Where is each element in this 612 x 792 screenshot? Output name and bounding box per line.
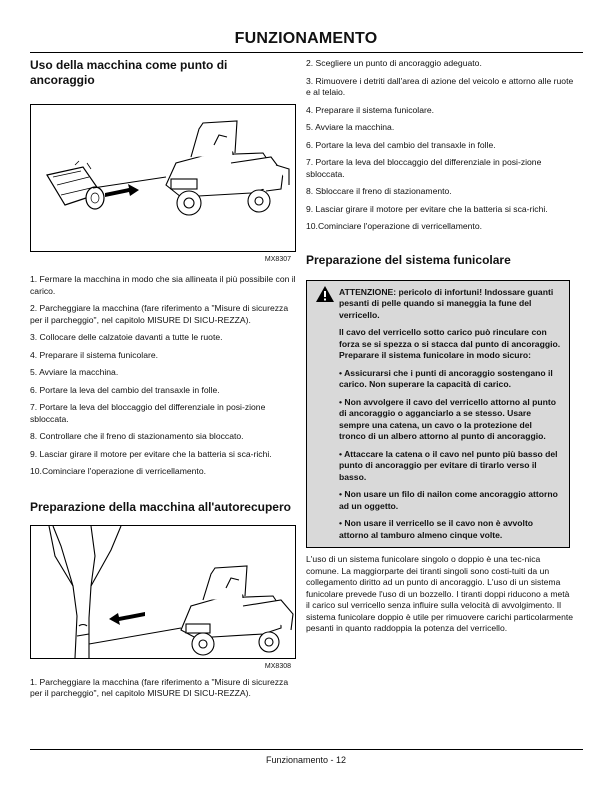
list-item: 6. Portare la leva del cambio del transaxle in folle.	[30, 384, 220, 395]
list-item: 2. Scegliere un punto di ancoraggio adeguato.	[306, 58, 482, 68]
self-recovery-illustration	[31, 526, 295, 658]
list-item: 3. Collocare delle calzatoie davanti a tutte le ruote.	[30, 332, 223, 342]
warning-bullet: • Assicurarsi che i punti di ancoraggio sostengano il carico. Non superare la capacità di carico.	[339, 367, 553, 389]
list-item: 1. Fermare la macchina in modo che sia allineata il più possibile con il carico.	[30, 274, 296, 296]
machine-anchor-illustration	[31, 105, 295, 251]
warning-triangle-icon	[315, 285, 335, 303]
warning-title-text: ATTENZIONE: pericolo di infortuni! Indossare guanti pesanti di pelle quando si maneggia la fune del verricello.	[339, 286, 554, 320]
list-item: 7. Portare la leva del bloccaggio del differenziale in posi-zione sbloccata.	[30, 402, 266, 424]
warning-paragraph: Il cavo del verricello sotto carico può rinculare con forza se si spezza o si stacca dal punto di ancoraggio. Preparare il sistema funicolare in modo sicuro:	[339, 327, 561, 360]
list-item: 5. Avviare la macchina.	[30, 367, 119, 377]
list-item: 7. Portare la leva del bloccaggio del differenziale in posi-zione sbloccata.	[306, 157, 542, 179]
warning-box	[306, 280, 570, 549]
list-item: 10.Cominciare l'operazione di verricellamento.	[306, 221, 482, 231]
left-column	[30, 58, 296, 706]
list-item: 10.Cominciare l'operazione di verricellamento.	[30, 466, 206, 476]
page-number: Funzionamento - 12	[265, 755, 347, 765]
body-paragraph: L'uso di un sistema funicolare singolo o doppio è una tec-nica comune. La maggiorparte dei tiranti singoli sono costi-tuiti da un collegamento diritto ad un punto di ancoraggio. L'uso di un sistema funicolare prevede l'uso di un bozzello. I tiranti doppi riducono a metà il carico sul verricello senza influire sulla velocità di avvolgimento. Il sistema funicolare doppio è utile per rimuovere carichi particolarmente pesanti in quanto raddoppia la potenza del verricello.	[306, 554, 574, 633]
warning-bullet: • Attaccare la catena o il cavo nel punto più basso del punto di ancoraggio per evitare di tirarlo verso il basso.	[339, 448, 558, 482]
list-item: 6. Portare la leva del cambio del transaxle in folle.	[306, 139, 496, 150]
steps-list-1	[30, 274, 296, 478]
section-title-self-recovery: Preparazione della macchina all'autorecupero	[30, 499, 291, 514]
list-item: 8. Sbloccare il freno di stazionamento.	[306, 186, 452, 196]
warning-bullet: • Non usare un filo di nailon come ancoraggio attorno ad un oggetto.	[339, 489, 558, 511]
steps-list-3	[306, 58, 574, 233]
page-title: FUNZIONAMENTO	[234, 30, 378, 47]
list-item: 3. Rimuovere i detriti dall'area di azione del veicolo e attorno alle ruote e al telaio.	[306, 75, 574, 97]
section-title-anchor-point: Uso della macchina come punto di ancoraggio	[30, 58, 228, 87]
warning-bullet: • Non avvolgere il cavo del verricello attorno al punto di ancoraggio o agganciarlo a se stesso. Usare sempre una catena, un cavo o la protezione del tronco di un albero attorno al punto di ancoraggio.	[339, 396, 556, 441]
list-item: 9. Lasciar girare il motore per evitare che la batteria si sca-richi.	[30, 448, 272, 459]
footer-rule	[30, 749, 583, 750]
warning-heading	[315, 287, 561, 322]
figure-anchor-point	[30, 104, 296, 263]
list-item: 2. Parcheggiare la macchina (fare riferimento a "Misure di sicurezza per il parcheggio", nel capitolo MISURE DI SICU-REZZA).	[30, 303, 289, 325]
steps-list-2	[30, 677, 296, 700]
figure-id: MX8307	[264, 256, 291, 263]
vehicle-drawing	[166, 121, 289, 215]
warning-bullet: • Non usare il verricello se il cavo non è avvolto attorno al tamburo almeno cinque volte.	[339, 518, 534, 540]
list-item: 4. Preparare il sistema funicolare.	[306, 104, 435, 115]
tree-drawing	[49, 526, 121, 658]
title-rule	[30, 52, 583, 53]
vehicle-drawing	[181, 566, 293, 655]
list-item: 1. Parcheggiare la macchina (fare riferimento a "Misure di sicurezza per il parcheggio", nel capitolo MISURE DI SICU-REZZA).	[30, 676, 289, 698]
log-drawing	[47, 161, 104, 209]
figure-id: MX8308	[264, 662, 291, 670]
figure-self-recovery	[30, 525, 296, 670]
right-column	[306, 58, 574, 635]
section-title-rigging: Preparazione del sistema funicolare	[306, 252, 511, 267]
list-item: 9. Lasciar girare il motore per evitare che la batteria si sca-richi.	[306, 203, 548, 214]
list-item: 5. Avviare la macchina.	[306, 122, 395, 132]
list-item: 4. Preparare il sistema funicolare.	[30, 349, 159, 360]
list-item: 8. Controllare che il freno di stazionamento sia bloccato.	[30, 431, 244, 441]
